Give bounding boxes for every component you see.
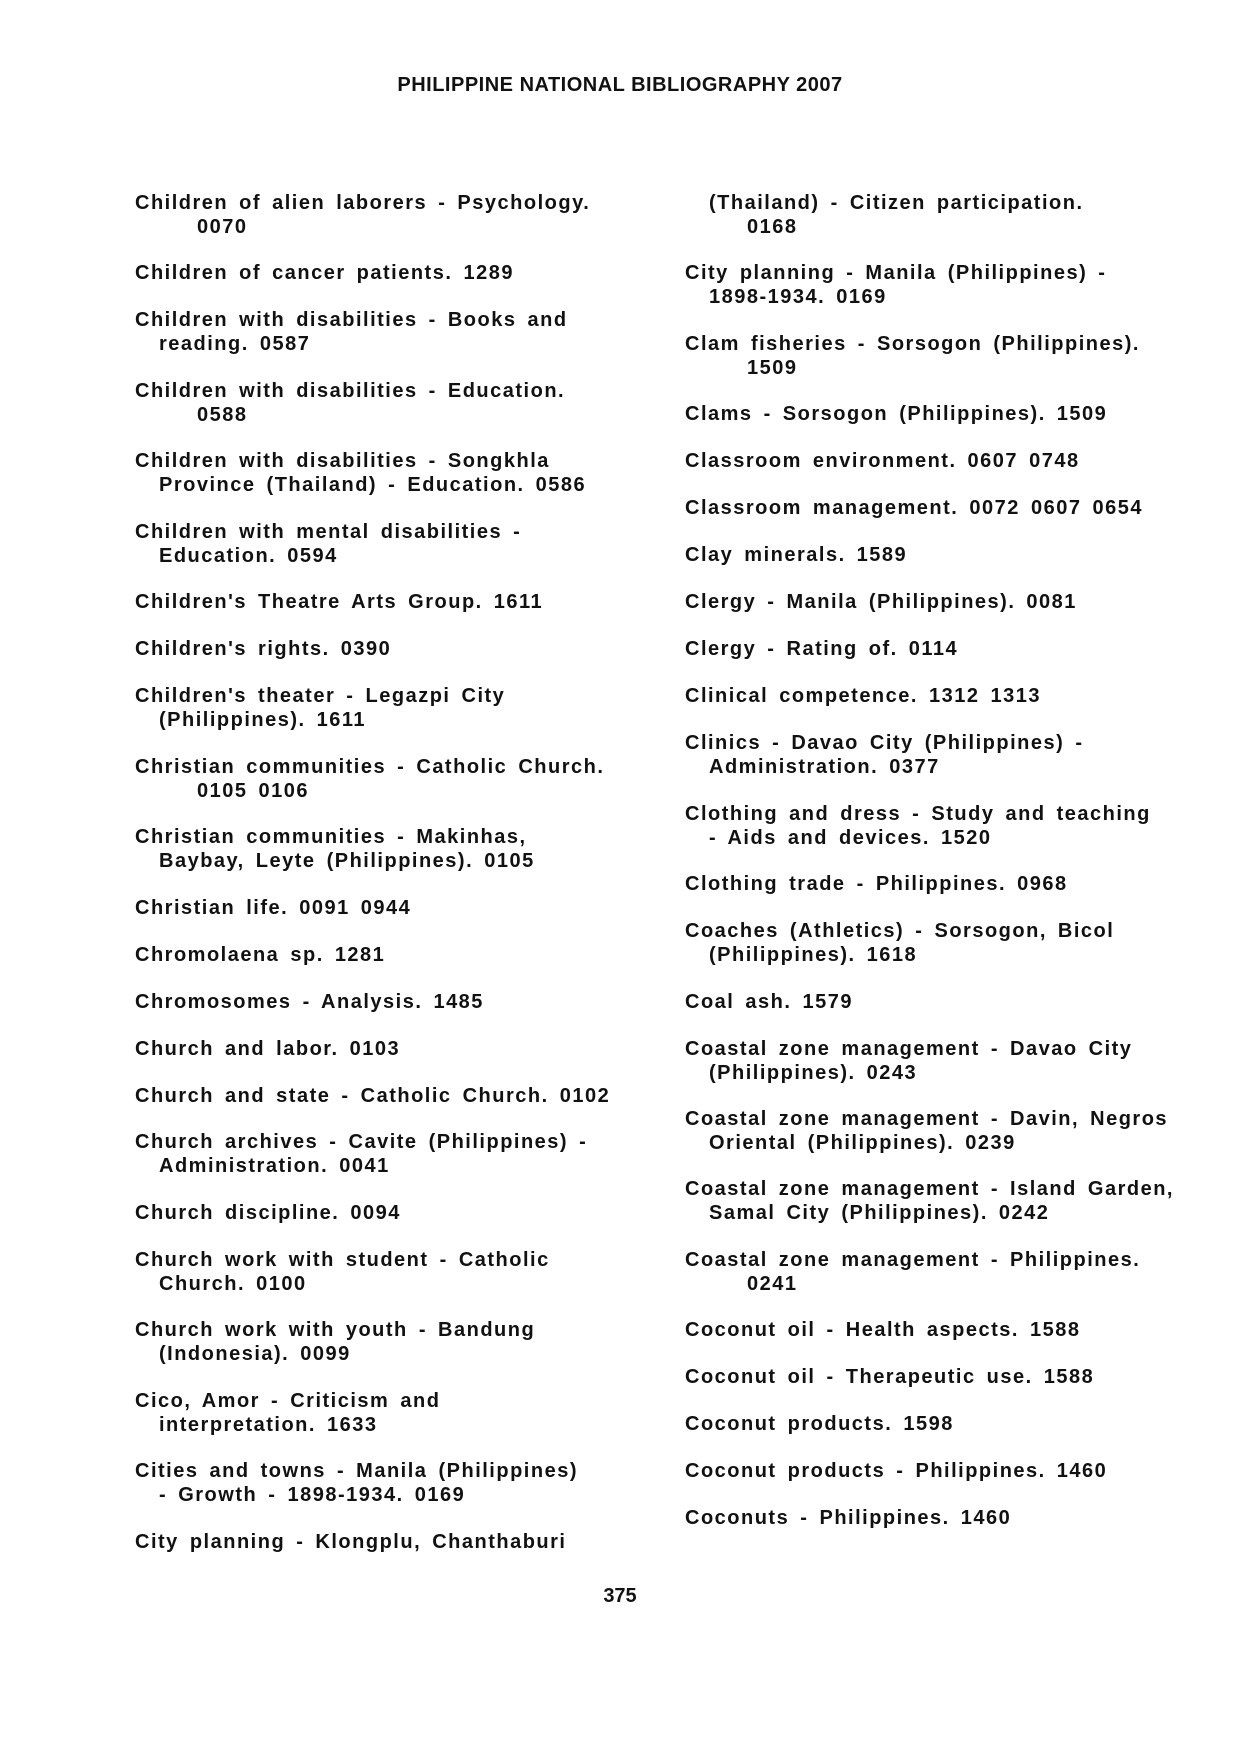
entry-heading: Children's theater - Legazpi City [135, 685, 506, 707]
index-entry [135, 591, 665, 615]
index-entry [135, 897, 665, 921]
index-entry [685, 1413, 1200, 1437]
index-entry [135, 262, 665, 286]
entry-continuation: Province (Thailand) - Education. 0586 [159, 473, 587, 496]
entry-heading: Coconuts - Philippines. 1460 [685, 1507, 1012, 1529]
entry-heading: Children with disabilities - Books and [135, 309, 568, 331]
entry-continuation: Administration. 0377 [709, 755, 940, 778]
entry-heading: Church and state - Catholic Church. 0102 [135, 1085, 611, 1107]
entry-continuation: reading. 0587 [159, 332, 311, 355]
entry-continuation: (Indonesia). 0099 [159, 1342, 351, 1365]
index-entry [685, 803, 1200, 850]
entry-heading: Coal ash. 1579 [685, 991, 853, 1013]
entry-heading: Clam fisheries - Sorsogon (Philippines). [685, 333, 1140, 355]
entry-continuation: Baybay, Leyte (Philippines). 0105 [159, 849, 535, 872]
entry-heading: Clergy - Manila (Philippines). 0081 [685, 591, 1077, 613]
entry-continuation: 0070 [197, 215, 248, 238]
entry-heading: Cico, Amor - Criticism and [135, 1390, 441, 1412]
entry-heading: Chromosomes - Analysis. 1485 [135, 991, 484, 1013]
entry-heading: Church and labor. 0103 [135, 1038, 401, 1060]
entry-heading: Clergy - Rating of. 0114 [685, 638, 959, 660]
index-entry [135, 521, 665, 568]
entry-continuation: Oriental (Philippines). 0239 [709, 1131, 1016, 1154]
entry-heading: Coconut products - Philippines. 1460 [685, 1460, 1108, 1482]
index-entry [135, 1249, 665, 1296]
index-entry [685, 192, 1200, 239]
index-entry [135, 756, 665, 803]
entry-continuation: - Growth - 1898-1934. 0169 [159, 1483, 466, 1506]
index-entry [135, 1531, 665, 1555]
index-entry [685, 920, 1200, 967]
index-entry [685, 873, 1200, 897]
entry-heading: Coastal zone management - Philippines. [685, 1249, 1141, 1271]
entry-heading: Coastal zone management - Island Garden, [685, 1178, 1174, 1200]
entry-heading: Children with disabilities - Songkhla [135, 450, 550, 472]
index-entry [685, 1249, 1200, 1296]
index-entry [685, 1038, 1200, 1085]
entry-continuation: 0168 [747, 215, 798, 238]
entry-heading: Coastal zone management - Davao City [685, 1038, 1133, 1060]
entry-continuation: interpretation. 1633 [159, 1413, 378, 1436]
entry-heading: Children with mental disabilities - [135, 521, 522, 543]
entry-heading: Christian life. 0091 0944 [135, 897, 412, 919]
index-entry [135, 1038, 665, 1062]
entry-heading: Clothing trade - Philippines. 0968 [685, 873, 1068, 895]
page-number: 375 [603, 1585, 637, 1607]
index-entry [685, 591, 1200, 615]
index-entry [685, 685, 1200, 709]
entry-heading: Children of alien laborers - Psychology. [135, 192, 591, 214]
entry-heading: Chromolaena sp. 1281 [135, 944, 386, 966]
index-entry [685, 1460, 1200, 1484]
entry-heading: Children's rights. 0390 [135, 638, 392, 660]
index-entry [135, 1460, 665, 1507]
entry-heading: Children's Theatre Arts Group. 1611 [135, 591, 544, 613]
index-entry [135, 450, 665, 497]
index-entry [135, 991, 665, 1015]
entry-heading: Clinical competence. 1312 1313 [685, 685, 1042, 707]
entry-heading: Clay minerals. 1589 [685, 544, 908, 566]
entry-heading: Coaches (Athletics) - Sorsogon, Bicol [685, 920, 1115, 942]
entry-heading: Cities and towns - Manila (Philippines) [135, 1460, 578, 1482]
entry-heading: City planning - Manila (Philippines) - [685, 262, 1107, 284]
index-entry [685, 1366, 1200, 1390]
entry-continuation: Samal City (Philippines). 0242 [709, 1201, 1050, 1224]
entry-continuation: Education. 0594 [159, 544, 338, 567]
entry-heading: Church archives - Cavite (Philippines) - [135, 1131, 588, 1153]
index-entry [685, 638, 1200, 662]
index-entry [685, 262, 1200, 309]
index-entry [135, 1085, 665, 1109]
entry-heading: Clinics - Davao City (Philippines) - [685, 732, 1084, 754]
index-entry [135, 380, 665, 427]
entry-heading: Church discipline. 0094 [135, 1202, 401, 1224]
index-entry [135, 1131, 665, 1178]
entry-continuation: - Aids and devices. 1520 [709, 826, 992, 849]
entry-heading: City planning - Klongplu, Chanthaburi [135, 1531, 567, 1553]
entry-heading: Children with disabilities - Education. [135, 380, 566, 402]
index-entry [685, 1178, 1200, 1225]
index-entry [135, 944, 665, 968]
entry-continuation: 1509 [747, 356, 798, 379]
entry-heading: Clams - Sorsogon (Philippines). 1509 [685, 403, 1108, 425]
entry-continuation: 0105 0106 [197, 779, 310, 802]
index-entry [685, 403, 1200, 427]
index-entry [135, 192, 665, 239]
index-entry [685, 450, 1200, 474]
index-entry [135, 1390, 665, 1437]
entry-continuation: 1898-1934. 0169 [709, 285, 887, 308]
index-entry [685, 1319, 1200, 1343]
entry-heading: Coconut products. 1598 [685, 1413, 954, 1435]
entry-continuation: (Philippines). 1618 [709, 943, 918, 966]
entry-continuation: (Thailand) - Citizen participation. [709, 192, 1084, 214]
entry-heading: Classroom environment. 0607 0748 [685, 450, 1080, 472]
entry-heading: Classroom management. 0072 0607 0654 [685, 497, 1143, 519]
entry-continuation: Church. 0100 [159, 1272, 307, 1295]
index-entry [685, 1507, 1200, 1531]
index-entry [685, 544, 1200, 568]
index-entry [135, 685, 665, 732]
index-entry [685, 1108, 1200, 1155]
entry-heading: Christian communities - Catholic Church. [135, 756, 605, 778]
index-entry [685, 333, 1200, 380]
entry-continuation: (Philippines). 0243 [709, 1061, 918, 1084]
entry-heading: Church work with student - Catholic [135, 1249, 550, 1271]
entry-heading: Coconut oil - Health aspects. 1588 [685, 1319, 1081, 1341]
entry-heading: Children of cancer patients. 1289 [135, 262, 514, 284]
index-entry [685, 732, 1200, 779]
page-title: PHILIPPINE NATIONAL BIBLIOGRAPHY 2007 [397, 74, 843, 96]
index-entry [685, 991, 1200, 1015]
index-entry [135, 638, 665, 662]
index-entry [135, 826, 665, 873]
index-entry [685, 497, 1200, 521]
entry-heading: Christian communities - Makinhas, [135, 826, 527, 848]
entry-heading: Coconut oil - Therapeutic use. 1588 [685, 1366, 1095, 1388]
entry-heading: Clothing and dress - Study and teaching [685, 803, 1151, 825]
index-entry [135, 309, 665, 356]
index-entry [135, 1202, 665, 1226]
entry-heading: Coastal zone management - Davin, Negros [685, 1108, 1169, 1130]
entry-continuation: (Philippines). 1611 [159, 708, 367, 731]
entry-continuation: Administration. 0041 [159, 1154, 390, 1177]
index-entry [135, 1319, 665, 1366]
entry-continuation: 0588 [197, 403, 248, 426]
entry-continuation: 0241 [747, 1272, 798, 1295]
entry-heading: Church work with youth - Bandung [135, 1319, 536, 1341]
